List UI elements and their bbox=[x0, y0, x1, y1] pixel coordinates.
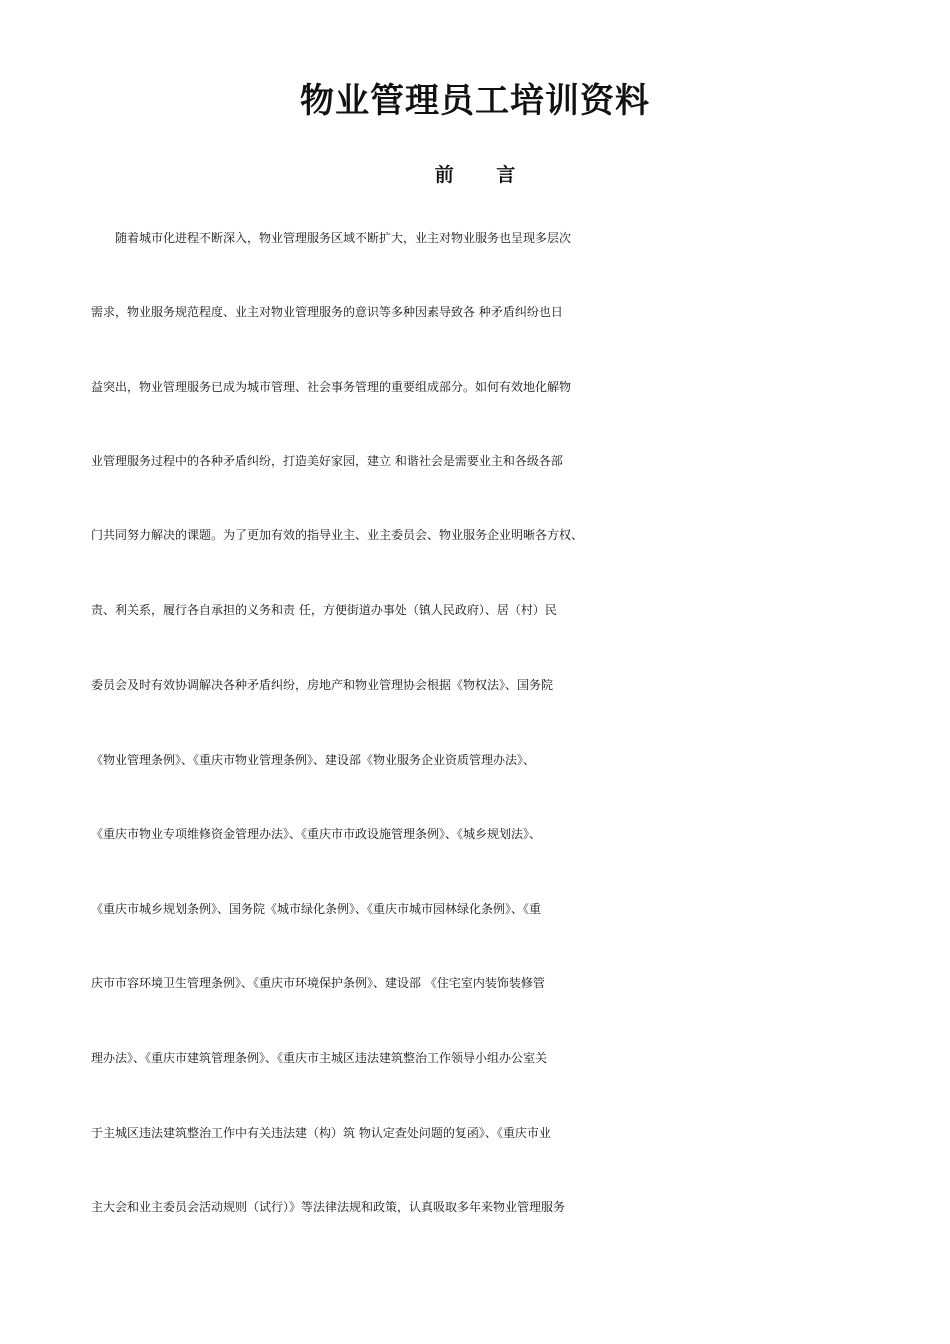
paragraph-line: 门共同努力解决的课题。为了更加有效的指导业主、业主委员会、物业服务企业明晰各方权、 bbox=[91, 528, 584, 542]
paragraph-line: 益突出，物业管理服务已成为城市管理、社会事务管理的重要组成部分。如何有效地化解物 bbox=[91, 380, 572, 394]
document-title: 物业管理员工培训资料 bbox=[300, 81, 650, 121]
paragraph-line: 《物业管理条例》、《重庆市物业管理条例》、建设部《物业服务企业资质管理办法》、 bbox=[91, 753, 536, 767]
paragraph-line: 《重庆市物业专项维修资金管理办法》、《重庆市市政设施管理条例》、《城乡规划法》、 bbox=[91, 827, 542, 841]
paragraph-line: 委员会及时有效协调解决各种矛盾纠纷，房地产和物业管理协会根据《物权法》、国务院 bbox=[91, 678, 554, 692]
paragraph-line: 责、利关系，履行各自承担的义务和责 任，方便街道办事处（镇人民政府）、居（村）民 bbox=[91, 603, 557, 617]
section-title-preface: 前 言 bbox=[434, 164, 534, 186]
paragraph-line: 需求，物业服务规范程度、业主对物业管理服务的意识等多种因素导致各 种矛盾纠纷也日 bbox=[91, 305, 563, 319]
paragraph-line: 于主城区违法建筑整治工作中有关违法建（构）筑 物认定查处问题的复函》、《重庆市业 bbox=[91, 1126, 551, 1140]
paragraph-line: 《重庆市城乡规划条例》、国务院《城市绿化条例》、《重庆市城市园林绿化条例》、《重 bbox=[91, 902, 542, 916]
paragraph-line: 随着城市化进程不断深入，物业管理服务区域不断扩大，业主对物业服务也呈现多层次 bbox=[115, 231, 572, 245]
paragraph-line: 理办法》、《重庆市建筑管理条例》、《重庆市主城区违法建筑整治工作领导小组办公室关 bbox=[91, 1051, 548, 1065]
paragraph-line: 主大会和业主委员会活动规则（试行）》等法律法规和政策，认真吸取多年来物业管理服务 bbox=[91, 1200, 566, 1214]
paragraph-line: 庆市市容环境卫生管理条例》、《重庆市环境保护条例》、建设部 《住宅室内装饰装修管 bbox=[91, 976, 545, 990]
paragraph-line: 业管理服务过程中的各种矛盾纠纷，打造美好家园，建立 和谐社会是需要业主和各级各部 bbox=[91, 454, 563, 468]
